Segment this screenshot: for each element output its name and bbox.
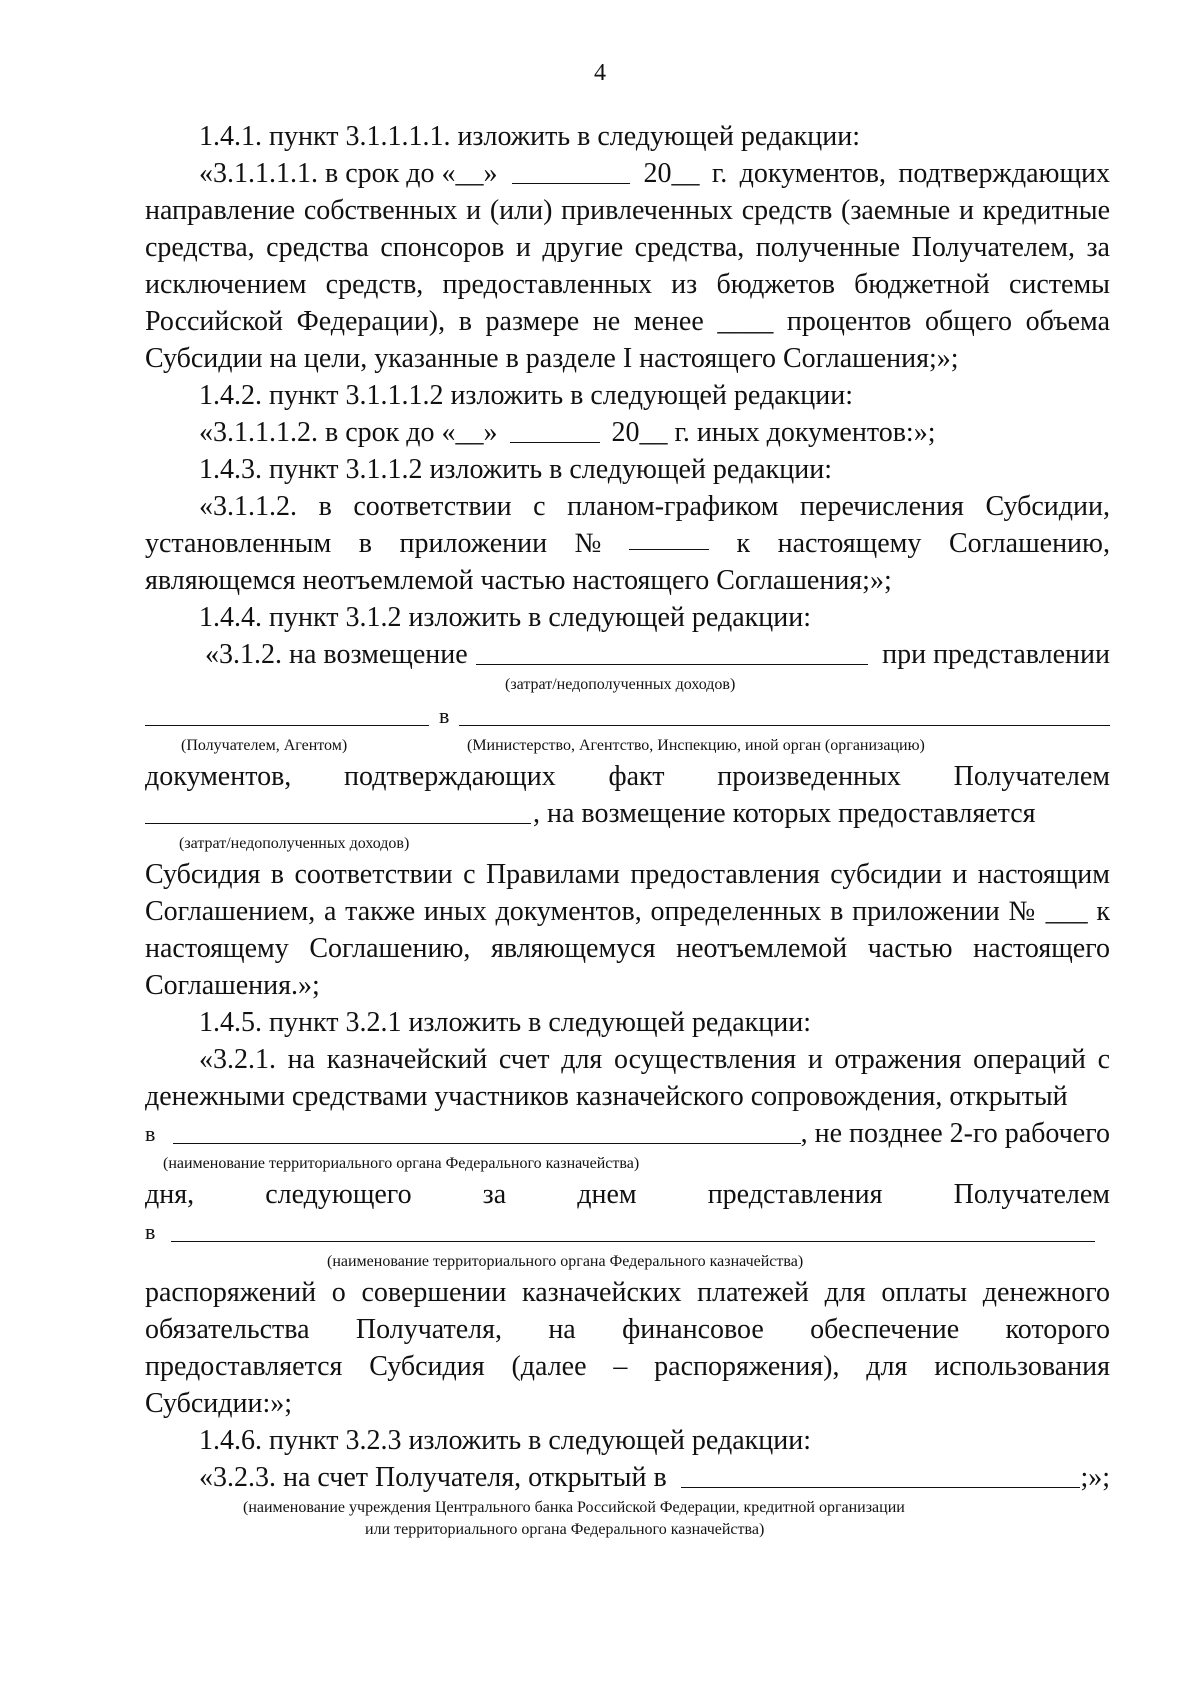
clause-3-1-2-line4 xyxy=(145,795,1110,832)
paragraph-1-4-3: 1.4.3. пункт 3.1.1.2 изложить в следующей редакции: xyxy=(199,454,832,485)
caption-row xyxy=(145,1518,1110,1540)
blank-field xyxy=(476,642,868,665)
page-number: 4 xyxy=(594,60,606,86)
word: к xyxy=(736,528,751,559)
clause-3-1-1-1-2 xyxy=(145,414,1110,451)
paragraph-1-4-5: 1.4.5. пункт 3.2.1 изложить в следующей редакции: xyxy=(199,1007,811,1038)
word: № xyxy=(574,528,602,559)
paragraph-1-4-6: 1.4.6. пункт 3.2.3 изложить в следующей редакции: xyxy=(199,1425,811,1456)
clause-3-1-2-line2 xyxy=(145,697,1110,734)
clause-text: , не позднее 2-го рабочего xyxy=(800,1118,1110,1149)
clause-text: при представлении xyxy=(882,639,1110,670)
clause-text: «3.2.3. на счет Получателя, открытый в xyxy=(199,1462,667,1493)
clause-3-2-3 xyxy=(145,1459,1110,1496)
field-caption: (затрат/недополученных доходов) xyxy=(505,676,736,693)
blank-field xyxy=(512,161,630,184)
clause-3-1-2-line3: документов, подтверждающих факт произведенных Получателем xyxy=(145,761,1110,792)
caption-row xyxy=(145,673,1110,697)
clause-3-1-2-rest: Субсидия в соответствии с Правилами предоставления субсидии и настоящим Соглашением, а также иных документов, определенных в приложении № ___ к настоящему Соглашению, являющемуся неотъемлемой частью настоящего Соглашения.»; xyxy=(145,859,1110,1001)
clause-3-1-1-1-1-line1 xyxy=(145,155,1110,192)
clause-text: , на возмещение которых предоставляется xyxy=(533,798,1036,829)
word: приложении xyxy=(399,528,548,559)
clause-3-1-1-2-line2 xyxy=(145,525,1110,562)
paragraph-1-4-4: 1.4.4. пункт 3.1.2 изложить в следующей редакции: xyxy=(199,602,811,633)
blank-field xyxy=(681,1465,1081,1488)
blank-field xyxy=(629,525,709,550)
caption-row xyxy=(145,1152,1110,1176)
clause-3-1-1-2-line3: являющемся неотъемлемой частью настоящего Соглашения;»; xyxy=(145,565,892,596)
caption-row xyxy=(145,734,1110,758)
field-caption: (Министерство, Агентство, Инспекцию, иной орган (организацию) xyxy=(467,737,925,754)
field-caption: (Получателем, Агентом) xyxy=(181,737,348,754)
document-body xyxy=(145,118,1110,1540)
field-caption: (наименование территориального органа Федерального казначейства) xyxy=(163,1155,640,1172)
field-caption: (наименование территориального органа Федерального казначейства) xyxy=(327,1253,804,1270)
clause-text: «3.1.2. на возмещение xyxy=(205,639,468,670)
clause-text: ;»; xyxy=(1080,1462,1110,1493)
caption-row xyxy=(145,1496,1110,1518)
word: Соглашению, xyxy=(948,528,1110,559)
clause-3-1-1-1-1-rest: направление собственных и (или) привлеченных средств (заемные и кредитные средства, средства спонсоров и другие средства, полученные Получателем, за исключением средств, предоставленных из бюджетов бюджетной системы Российской Федерации), в размере не менее ____ процентов общего объема Субсидии на цели, указанные в разделе I настоящего Соглашения;»; xyxy=(145,195,1110,374)
clause-3-2-1-text: «3.2.1. на казначейский счет для осуществления и отражения операций с денежными средствами участников казначейского сопровождения, открытый xyxy=(145,1044,1110,1112)
word: настоящему xyxy=(777,528,922,559)
blank-field xyxy=(171,1219,1095,1242)
clause-3-2-1-rest: распоряжений о совершении казначейских платежей для оплаты денежного обязательства Получателя, на финансовое обеспечение которого предоставляется Субсидия (далее – распоряжения), для использования Субсидии:»; xyxy=(145,1277,1110,1419)
caption-row xyxy=(145,832,1110,856)
blank-field xyxy=(173,1121,800,1144)
clause-3-1-1-2-line1: «3.1.1.2. в соответствии с планом-графиком перечисления Субсидии, xyxy=(199,491,1110,522)
caption-row xyxy=(145,1250,1110,1274)
clause-text: 20__ г. иных документов:»; xyxy=(611,417,936,448)
blank-field xyxy=(459,703,1110,726)
clause-text: в xyxy=(439,703,450,728)
word: в xyxy=(358,528,372,559)
paragraph-1-4-2: 1.4.2. пункт 3.1.1.1.2 изложить в следующей редакции: xyxy=(199,380,853,411)
clause-3-2-1-line5 xyxy=(145,1213,1095,1250)
paragraph-1-4-1: 1.4.1. пункт 3.1.1.1.1. изложить в следующей редакции: xyxy=(199,121,860,152)
field-caption: (наименование учреждения Центрального банка Российской Федерации, кредитной организации xyxy=(243,1499,905,1516)
clause-text: в xyxy=(145,1219,156,1244)
clause-3-2-1-line4: дня, следующего за днем представления Получателем xyxy=(145,1179,1110,1210)
blank-field xyxy=(145,801,531,824)
field-caption: или территориального органа Федерального казначейства) xyxy=(365,1521,765,1538)
blank-field xyxy=(145,703,429,726)
word: установленным xyxy=(145,528,332,559)
clause-text: «3.1.1.1.2. в срок до «__» xyxy=(199,417,498,448)
clause-text: в xyxy=(145,1121,156,1146)
field-caption: (затрат/недополученных доходов) xyxy=(179,835,410,852)
clause-3-1-2-line1 xyxy=(145,636,1110,673)
clause-3-2-1-line3 xyxy=(145,1115,1110,1152)
blank-field xyxy=(510,420,600,443)
clause-text: «3.1.1.1.1. в срок до «__» xyxy=(199,158,498,189)
clause-text: 20__ г. документов, подтверждающих xyxy=(643,158,1110,189)
